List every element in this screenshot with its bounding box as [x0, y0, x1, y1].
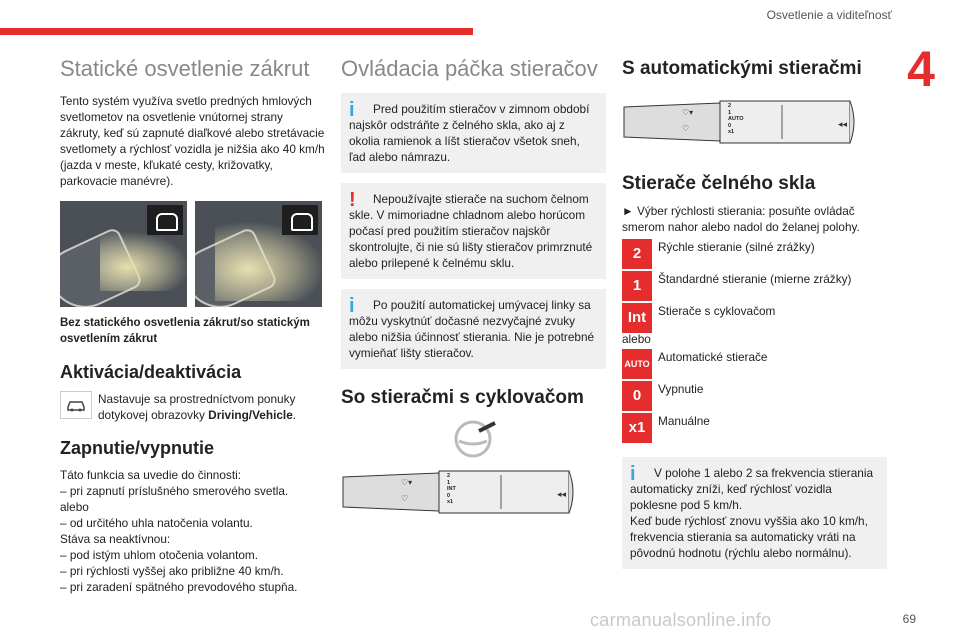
- mode-intermittent: [622, 303, 887, 333]
- svg-text:♡: ♡: [682, 124, 690, 133]
- info-box: [622, 457, 887, 569]
- stalk-label: 2: [447, 473, 451, 479]
- image-with-cornering-light: [195, 201, 322, 307]
- switch-line: – od určitého uhla natočenia volantu.: [60, 516, 253, 530]
- section-title-wiper-stalk: Ovládacia páčka stieračov: [341, 56, 598, 81]
- watermark: carmanualsonline.info: [590, 610, 772, 630]
- switch-line: alebo: [60, 500, 89, 514]
- heading-activation: Aktivácia/deaktivácia: [60, 362, 242, 382]
- image-without-cornering-light: [60, 201, 187, 307]
- stalk-label: x1: [447, 499, 454, 505]
- steering-wheel-icon: [341, 417, 606, 461]
- mode-badge: 0: [622, 381, 652, 411]
- page-number: 69: [902, 612, 916, 626]
- info-icon: i: [349, 99, 355, 121]
- mode-single: [622, 413, 887, 443]
- info-icon: i: [630, 463, 636, 485]
- mode-label: Stierače s cyklovačom: [658, 304, 776, 318]
- column-automatic-wipers: [622, 55, 887, 579]
- info-box: [341, 289, 606, 369]
- heading-switch: Zapnutie/vypnutie: [60, 438, 215, 458]
- switch-line: – pri rýchlosti vyššej ako približne 40 km/h.: [60, 564, 284, 578]
- mode-off: [622, 381, 887, 411]
- speed-instruction: ► Výber rýchlosti stierania: posuňte ovládač smerom nahor alebo nadol do želanej polohy.: [622, 204, 860, 234]
- mode-badge: x1: [622, 413, 652, 443]
- wiper-stalk-shape: [341, 467, 606, 517]
- chapter-title: Osvetlenie a viditeľnosť: [766, 8, 892, 22]
- switch-line: Táto funkcia sa uvedie do činnosti:: [60, 468, 241, 482]
- lamp-shape: [156, 213, 178, 231]
- mode-fast: [622, 239, 887, 269]
- activation-row: [60, 391, 325, 423]
- stalk-label: 1: [447, 479, 451, 486]
- svg-text:♡▾: ♡▾: [401, 478, 413, 487]
- warning-text: Nepoužívajte stierače na suchom čelnom skle. V mimoriadne chladnom alebo horúcom počasí pred použitím stieračov najskôr skontrolujte, či nie sú lišty stieračov primrznuté alebo prilepené k čelnému sklu.: [349, 192, 593, 270]
- chapter-number: 4: [907, 41, 935, 97]
- section-title-static-lighting: Statické osvetlenie zákrut: [60, 56, 310, 81]
- info-icon: i: [349, 295, 355, 317]
- or-separator: alebo: [622, 332, 651, 346]
- svg-text:♡: ♡: [401, 494, 409, 503]
- stalk-label: x1: [728, 129, 735, 135]
- wiper-stalk-icon: [341, 467, 606, 517]
- headlamp-icon: [147, 205, 183, 235]
- section-title-automatic-wipers: S automatickými stieračmi: [622, 58, 862, 79]
- wiper-stalk-icon: [622, 97, 887, 147]
- cornering-light-images: [60, 201, 325, 307]
- lamp-shape: [291, 213, 313, 231]
- steering-wheel-shape: [341, 417, 606, 461]
- mode-badge: 2: [622, 239, 652, 269]
- stalk-label: 1: [728, 109, 732, 116]
- mode-badge: 1: [622, 271, 652, 301]
- mode-badge: AUTO: [622, 349, 652, 379]
- mode-label: Manuálne: [658, 414, 710, 428]
- mode-label: Vypnutie: [658, 382, 704, 396]
- stalk-label: 0: [728, 122, 732, 129]
- wiper-stalk-shape: [622, 97, 887, 147]
- column-static-lighting: [60, 55, 325, 595]
- switch-conditions: [60, 467, 325, 595]
- info-text: V polohe 1 alebo 2 sa frekvencia stierania automaticky zníži, keď rýchlosť vozidla poklesne pod 5 km/h.: [630, 466, 874, 512]
- car-icon-shape: [66, 398, 86, 412]
- mode-normal: [622, 271, 887, 301]
- svg-text:◂◂: ◂◂: [557, 490, 567, 500]
- activation-text: [98, 391, 325, 423]
- stalk-label: INT: [447, 486, 456, 492]
- info-text: Pred použitím stieračov v zimnom období najskôr odstráňte z čelného skla, ako aj z okolia ramienok a líšt stieračov všetok sneh, ľad alebo námrazu.: [349, 102, 590, 164]
- activation-text-pre: Nastavuje sa prostredníctvom ponuky dotykovej obrazovky: [98, 392, 296, 422]
- warning-icon: !: [349, 189, 356, 211]
- intro-paragraph: Tento systém využíva svetlo predných hmlových svetlometov na osvetlenie vnútornej strany zákruty, keď sú zapnuté diaľkové alebo stretávacie svetlomety a rýchlosť vozidla je nižšia ako 40 km/h (jazda v meste, kľukaté cesty, križovatky, parkovacie manévre).: [60, 94, 325, 188]
- info-box: [341, 93, 606, 173]
- mode-auto: [622, 349, 887, 379]
- switch-line: Stáva sa neaktívnou:: [60, 532, 171, 546]
- mode-label: Rýchle stieranie (silné zrážky): [658, 240, 815, 254]
- image-caption: Bez statického osvetlenia zákrut/so statickým osvetlením zákrut: [60, 317, 310, 345]
- stalk-label: 2: [728, 103, 732, 109]
- light-beam: [100, 231, 187, 291]
- info-text: Po použití automatickej umývacej linky sa môžu vyskytnúť dočasné nezvyčajné zvuky alebo nižšia účinnosť stierania. Nie je potrebné vymieňať lišty stieračov.: [349, 298, 595, 360]
- heading-intermittent: So stieračmi s cyklovačom: [341, 387, 584, 408]
- header-red-bar: [0, 28, 473, 35]
- stalk-label: AUTO: [728, 116, 744, 122]
- switch-line: – pri zapnutí príslušného smerového svetla.: [60, 484, 289, 498]
- stalk-position-labels: [728, 103, 743, 136]
- stalk-label: 0: [447, 492, 451, 499]
- stalk-position-labels: [447, 473, 456, 506]
- mode-label: Štandardné stieranie (mierne zrážky): [658, 272, 852, 286]
- svg-text:◂◂: ◂◂: [838, 120, 848, 130]
- svg-text:♡▾: ♡▾: [682, 108, 694, 117]
- switch-line: – pri zaradení spätného prevodového stupňa.: [60, 580, 298, 594]
- warning-box: [341, 183, 606, 279]
- column-wiper-stalk: [341, 55, 606, 523]
- info-text: Keď bude rýchlosť znovu vyššia ako 10 km/h, frekvencia stierania sa automaticky vráti na pôvodnú hodnotu (rýchlu alebo normálnu).: [630, 514, 868, 560]
- heading-windscreen-wipers: Stierače čelného skla: [622, 173, 816, 194]
- car-settings-icon: [60, 391, 92, 419]
- mode-badge: Int: [622, 303, 652, 333]
- switch-line: – pod istým uhlom otočenia volantom.: [60, 548, 259, 562]
- headlamp-icon: [282, 205, 318, 235]
- activation-menu-name: Driving/Vehicle: [208, 408, 293, 422]
- activation-text-post: .: [292, 408, 297, 422]
- mode-label: Automatické stierače: [658, 350, 768, 364]
